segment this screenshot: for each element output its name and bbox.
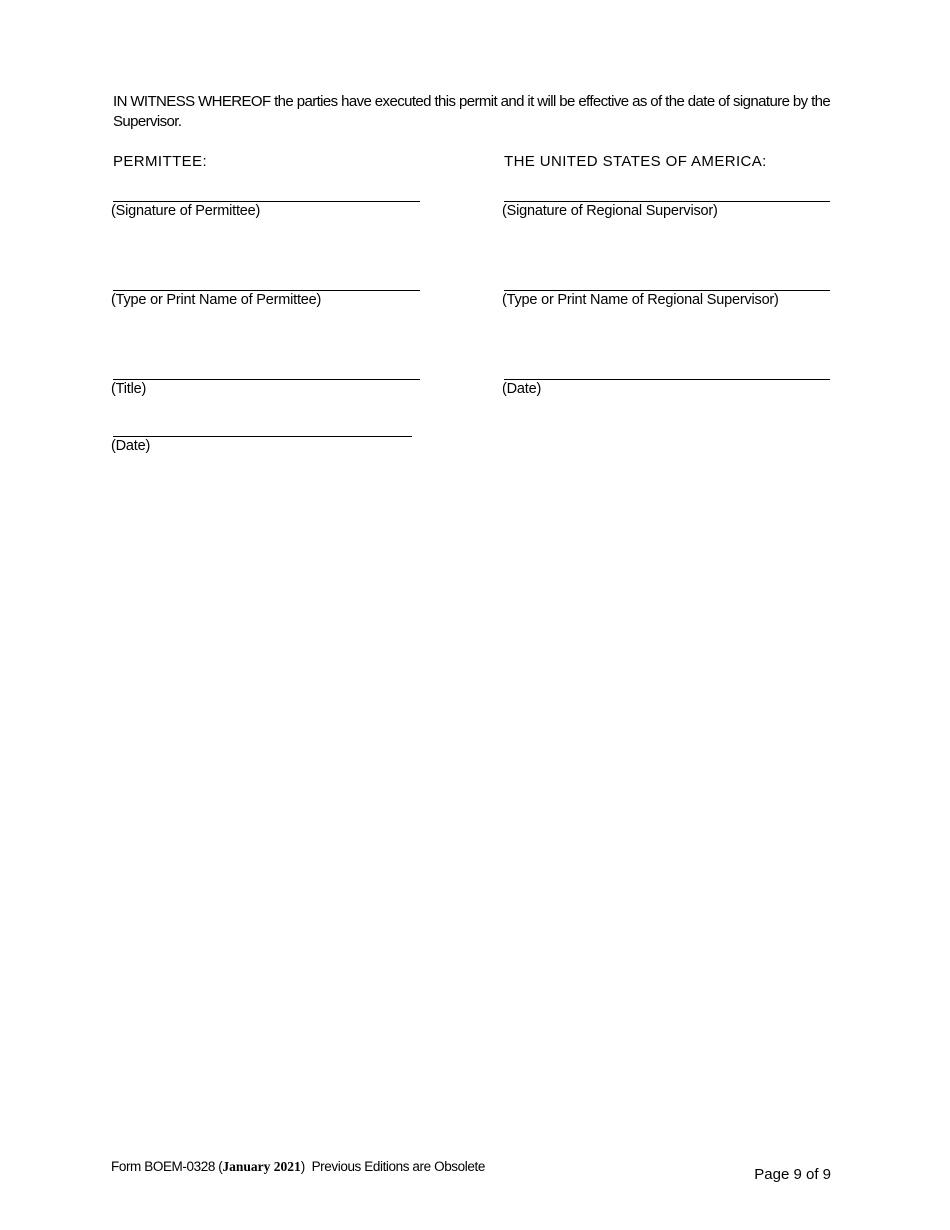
permittee-date-line[interactable] [113, 436, 412, 437]
form-date: January 2021 [222, 1159, 301, 1174]
supervisor-date-line[interactable] [504, 379, 830, 380]
form-obsolete-note: ) Previous Editions are Obsolete [300, 1159, 485, 1174]
permittee-name-line[interactable] [113, 290, 420, 291]
supervisor-signature-line[interactable] [504, 201, 830, 202]
supervisor-name-line[interactable] [504, 290, 830, 291]
permittee-signature-line[interactable] [113, 201, 420, 202]
supervisor-date-label: (Date) [502, 381, 542, 397]
supervisor-name-label: (Type or Print Name of Regional Supervisor) [502, 292, 779, 308]
page-number: Page 9 of 9 [754, 1166, 831, 1183]
permittee-title-label: (Title) [111, 381, 147, 397]
usa-heading: THE UNITED STATES OF AMERICA: [504, 153, 767, 170]
permittee-date-label: (Date) [111, 438, 151, 454]
permittee-signature-label: (Signature of Permittee) [111, 203, 261, 219]
supervisor-signature-label: (Signature of Regional Supervisor) [502, 203, 718, 219]
permittee-title-line[interactable] [113, 379, 420, 380]
form-number: Form BOEM-0328 ( [111, 1159, 223, 1174]
witness-paragraph: IN WITNESS WHEREOF the parties have executed this permit and it will be effective as of the date of signature by the Supervisor. [113, 93, 831, 130]
permittee-heading: PERMITTEE: [113, 153, 208, 170]
permittee-name-label: (Type or Print Name of Permittee) [111, 292, 322, 308]
form-footer [111, 1159, 485, 1175]
